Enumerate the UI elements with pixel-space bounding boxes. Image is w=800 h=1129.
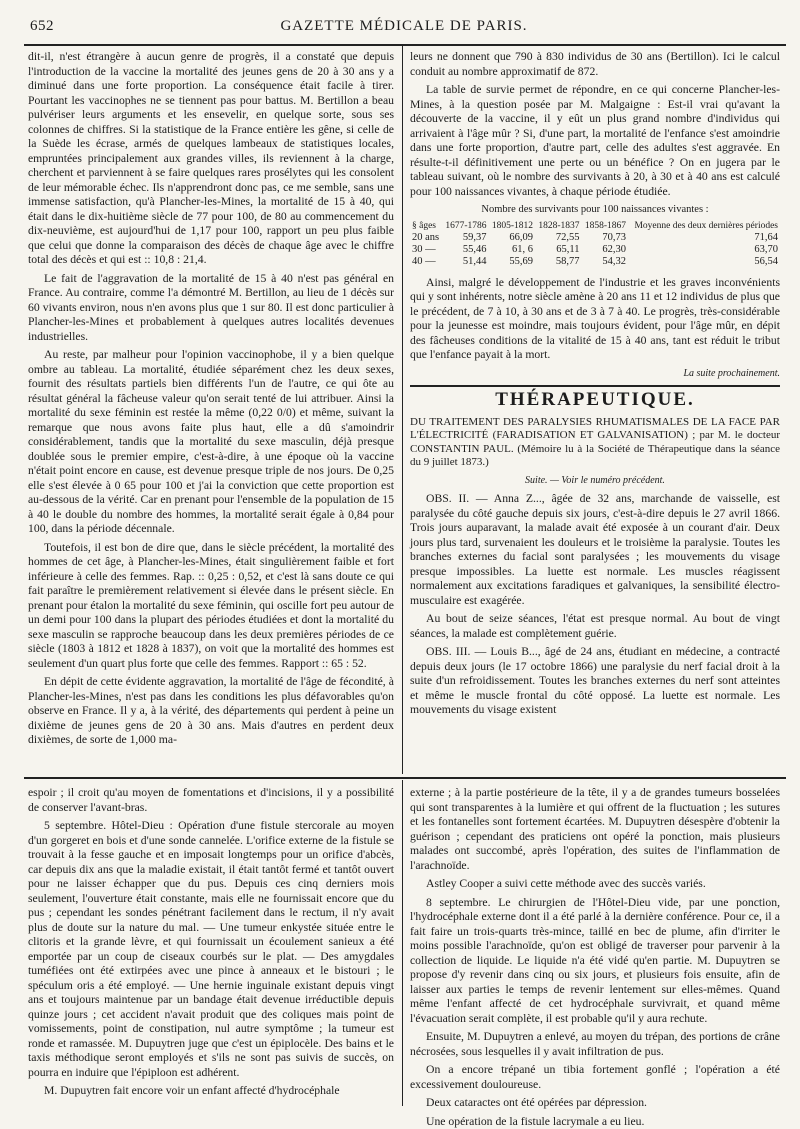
bottom-left-column	[28, 786, 394, 1104]
table-cell: 58,77	[535, 256, 582, 268]
table-cell: 63,70	[628, 244, 780, 256]
bottom-right-column	[410, 786, 780, 1104]
table-header-row	[410, 220, 780, 232]
table-cell: 20 ans	[410, 232, 442, 244]
paragraph: Au reste, par malheur pour l'opinion vaccinophobe, il y a bien quelque ombre au tableau. La mortalité, étudiée séparément chez les deux sexes, fournit des résultats partiels bien différents l'un de l'autre, ce qui ôte au résultat général la fâcheuse valeur qu'on serait tenté de lui attribuer. Ainsi la mortalité du sexe féminin est restée la même (0,22 0/0) et même, suivant la remarque que nous avons faite plus haut, elle a dû s'amoindrir considérablement, tandis que la mortalité du sexe masculin, déjà presque doublée sous le premier empire, c'est-à-dire, à une époque où la vaccine n'était point encore en cause, est devenue presque triple de nos jours. De 0,25 elle s'est élevée à 0 65 pour 100 et j'ai la conviction que cette proportion est au-dessous de la vérité. Car en prenant pour l'ensemble de la population de 15 à 40 le double du nombre des hommes, la mortalité serait égale à 0,84 pour 100, dans la période décennale.	[28, 348, 394, 537]
section-title: THÉRAPEUTIQUE.	[410, 393, 780, 408]
table-cell: 56,54	[628, 256, 780, 268]
article-heading: DU TRAITEMENT DES PARALYSIES RHUMATISMALES DE LA FACE PAR L'ÉLECTRICITÉ (FARADISATION ET GALVANISATION) ; par M. le docteur CONSTANTIN PAUL. (Mémoire lu à la Société de Thérapeutique dans la séance du 9 juillet 1873.)	[410, 416, 780, 470]
table-cell: 55,46	[442, 244, 489, 256]
paragraph: Le fait de l'aggravation de la mortalité de 15 à 40 n'est pas général en France. Au contraire, comme l'a démontré M. Bertillon, au lieu de 1 décès sur 60 vivants environ, nous n'en avons plus que 1 sur 80. Il est donc particulier à Plancher-les-Mines et probablement à quelques autres localités devenues industrielles.	[28, 272, 394, 345]
observation-paragraph: Au bout de seize séances, l'état est presque normal. Au bout de vingt séances, la malade est complètement guérie.	[410, 612, 780, 641]
paragraph: Astley Cooper a suivi cette méthode avec des succès variés.	[410, 877, 780, 892]
table-cell: 61, 6	[489, 244, 536, 256]
table-cell: 72,55	[535, 232, 582, 244]
table-cell: 66,09	[489, 232, 536, 244]
survival-table	[410, 220, 780, 268]
section-rule	[410, 385, 780, 387]
table-header: 1858-1867	[582, 220, 629, 232]
paragraph: espoir ; il croit qu'au moyen de fomentations et d'incisions, il y a possibilité de conserver l'avant-bras.	[28, 786, 394, 815]
table-cell: 65,11	[535, 244, 582, 256]
table-cell: 40 —	[410, 256, 442, 268]
paragraph: 5 septembre. Hôtel-Dieu : Opération d'une fistule stercorale au moyen d'un gorgeret en bois et d'une sonde cannelée. L'orifice externe de la fistule se trouvait à la fesse gauche et en imposait longtemps pour un orifice d'abcès, car depuis dix ans que la maladie existait, il était tantôt fermé et tantôt ouvert pour ne laisser échapper que du pus. Depuis ces cinq derniers mois seulement, l'ouverture était constante, mais elle ne fournissait encore que du pus ; cependant les sondes pénétrant facilement dans le rectum, il n'y avait plus de doute sur la nature du mal. — Une tumeur enkystée située entre le clitoris et la grande lèvre, et qui fournissait un écoulement sanieux a été emportée par un coup de ciseaux courbés sur le plat. — Des amygdales tuméfiées ont été extirpées avec une pince à anneaux et le bistouri ; le spéculum oris a été employé. — Une hernie inguinale existant depuis vingt ans et toujours maintenue par un bandage était devenue irréductible depuis quinze jours ; cet accident n'avait produit que des coliques mais point de vomissements, point de constipation, nul autre symptôme ; la tumeur est ronde et ramassée. M. Dupuytren juge que c'est un épiplocèle. Des bains et le taxis méthodique seront employés et s'ils ne sont pas suivis de succès, on pourra en induire que l'épiploon est adhérent.	[28, 819, 394, 1080]
paragraph: Ainsi, malgré le développement de l'industrie et les graves inconvénients qui y sont inhérents, notre siècle amène à 20 ans 11 et 12 individus de plus que le précédent, de 7 à 10, à 30 ans et de 3 à 7 à 40. Le progrès, très-considérable pour la jeunesse est moindre, mais toujours évident, pour l'âge mûr, en dépit des fâcheuses conditions de la vitalité de 15 à 40 ans, tant est réduit le tribut que l'enfance payait à la mort.	[410, 276, 780, 363]
table-header: 1828-1837	[535, 220, 582, 232]
paragraph: leurs ne donnent que 790 à 830 individus de 30 ans (Bertillon). Ici le calcul conduit au nombre approximatif de 872.	[410, 50, 780, 79]
paragraph: M. Dupuytren fait encore voir un enfant affecté d'hydrocéphale	[28, 1084, 394, 1099]
observation-paragraph: OBS. II. — Anna Z..., âgée de 32 ans, marchande de vaisselle, est paralysée du côté gauche depuis six jours, c'est-à-dire depuis le 27 avril 1866. Trois jours auparavant, la malade avait été exposée à un courant d'air. Deux jours plus tard, survenaient les douleurs et le troisième la paralysie. Toutes les branches externes du facial sont paralysées ; les mouvements du visage presque impossibles. La luette est normale. Les muscles réagissent normalement aux excitations faradiques et galvaniques, la sensibilité électro-musculaire est exagérée.	[410, 492, 780, 608]
paragraph: 8 septembre. Le chirurgien de l'Hôtel-Dieu vide, par une ponction, l'hydrocéphale externe dont il a été parlé à la dernière conférence. Pour ce, il a fait faire un trois-quarts très-mince, taillé en bec de plume, afin d'irriter le moins possible l'arachnoïde, qu'on est obligé de traverser pour parvenir à la collection de liquide. Le liquide n'a été vidé qu'en partie. M. Dupuytren se propose d'y revenir dans cinq ou six jours, et plusieurs fois ensuite, afin de laisser aux parties le temps de revenir lentement sur elles-mêmes. Quand même l'enfant affecté de cet hydrocéphale survivrait, et quand même l'évacuation serait complète, il est probable qu'il y aura rechute.	[410, 896, 780, 1027]
table-cell: 70,73	[582, 232, 629, 244]
table-cell: 62,30	[582, 244, 629, 256]
table-cell: 30 —	[410, 244, 442, 256]
top-left-column	[28, 50, 394, 772]
table-cell: 54,32	[582, 256, 629, 268]
table-cell: 51,44	[442, 256, 489, 268]
continued-note: La suite prochainement.	[410, 367, 780, 382]
table-header: 1677-1786	[442, 220, 489, 232]
paragraph: dit-il, n'est étrangère à aucun genre de progrès, il a constaté que depuis l'introduction de la vaccine la mortalité des jeunes gens de 20 à 30 ans y a diminué dans une forte proportion. La conséquence était facile à tirer. Pourtant les vaccinophes ne se tiennent pas pour battus. M. Bertillon a beau pulvériser leurs arguments et les ensevelir, en quelque sorte, sous ses colonnes de chiffres. Si la statistique de la France entière les gêne, si celle de la Suède les écrase, armés de quelques lambeaux de statistiques locales, empruntées principalement aux grandes villes, ils reviennent à la charge, cherchent et parviennent à se faire quelques rares prosélytes qui les consolent de leur mémorable échec. Ils n'apprendront donc pas, ce me semble, sans une immense satisfaction, qu'à Plancher-les-Mines, la mortalité de 15 à 40, qui était dans le dix-huitième siècle de 77 pour 100, de 80 au commencement du dix-neuvième, est aujourd'hui de 1,17 pour 100, rapport un peu plus faible que celui que donne la comparaison des décès de chaque âge avec le chiffre total des décès et qui est :: 10,8 : 21,4.	[28, 50, 394, 268]
observation-paragraph: OBS. III. — Louis B..., âgé de 24 ans, étudiant en médecine, a contracté depuis deux jours (le 17 octobre 1866) une paralysie du nerf facial droit à la suite d'un refroidissement. Toutes les branches externes du nerf sont atteintes et même le muscle frontal du côté opposé. La luette est normale. Les mouvements du visage existent	[410, 645, 780, 718]
paragraph: On a encore trépané un tibia fortement gonflé ; l'opération a été excessivement douloureuse.	[410, 1063, 780, 1092]
table-row	[410, 232, 780, 244]
paragraph: La table de survie permet de répondre, en ce qui concerne Plancher-les-Mines, à la question posée par M. Malgaigne : Est-il vrai qu'avant la découverte de la vaccine, il y eût un plus grand nombre d'individus qui arrivaient à l'âge mûr ? Si, d'une part, la mortalité de l'enfance s'est amoindrie dans une forte proportion, d'autre part, celle des adultes s'est aggravée. En résulte-t-il définitivement une perte ou un bénéfice ? On en jugera par le tableau suivant, où le nombre des survivants à 20, à 30 et à 40 ans est calculé pour 100 naissances vivantes, à chaque période étudiée.	[410, 83, 780, 199]
paragraph: Deux cataractes ont été opérées par dépression.	[410, 1096, 780, 1111]
paragraph: externe ; à la partie postérieure de la tête, il y a de grandes tumeurs bosselées qui sont transparentes à la lumière et qui offrent de la fluctuation ; les sutures et les fontanelles sont fortement écartées. M. Dupuytren désespère d'obtenir la guérison ; cependant des praticiens ont opéré la ponction, mais plusieurs malades ont succombé, après l'opération, des suites de l'inflammation de l'arachnoïde.	[410, 786, 780, 873]
table-cell: 55,69	[489, 256, 536, 268]
paragraph: Toutefois, il est bon de dire que, dans le siècle précédent, la mortalité des hommes de cet âge, à Plancher-les-Mines, était singulièrement faible et fort inférieure à celle des femmes. Rap. :: 0,25 : 0,52, et c'est là sans doute ce qui fait paraître le premièrement relativement si élevée dans le présent siècle. En prenant pour étalon la mortalité du sexe féminin, qui oscille fort peu autour de un demi pour 100 dans la plupart des périodes étudiées et dont la mortalité du sexe masculin se rapproche beaucoup dans les deux premières périodes de ce siècle (1803 à 1812 et 1828 à 1837), on voit que la mortalité des hommes est seulement d'un quart plus forte que celle des femmes. Rapport :: 65 : 52.	[28, 541, 394, 672]
top-right-column	[410, 50, 780, 772]
table-row	[410, 256, 780, 268]
column-divider	[402, 46, 403, 774]
horizontal-divider	[24, 777, 786, 779]
page-number: 652	[30, 18, 54, 35]
column-divider	[402, 780, 403, 1106]
table-row	[410, 244, 780, 256]
table-header: § âges	[410, 220, 442, 232]
table-header: Moyenne des deux dernières périodes	[628, 220, 780, 232]
paragraph: Ensuite, M. Dupuytren a enlevé, au moyen du trépan, des portions de crâne nécrosées, sous lesquelles il y avait infiltration de pus.	[410, 1030, 780, 1059]
paragraph: Une opération de la fistule lacrymale a eu lieu.	[410, 1115, 780, 1129]
paragraph: En dépit de cette évidente aggravation, la mortalité de l'âge de fécondité, à Plancher-les-Mines, n'est pas dans les conditions les plus défavorables qu'on observe en France. Il y a, à la vérité, des départements qui perdent à peine un dixième de jeunes gens de 20 à 30 ans. Mais d'autres en perdent deux dixièmes, de sorte de 1,000 ma-	[28, 675, 394, 748]
running-title: GAZETTE MÉDICALE DE PARIS.	[24, 18, 784, 35]
suite-note: Suite. — Voir le numéro précédent.	[410, 474, 780, 489]
table-cell: 59,37	[442, 232, 489, 244]
page-header	[24, 18, 784, 42]
table-cell: 71,64	[628, 232, 780, 244]
table-caption: Nombre des survivants pour 100 naissances vivantes :	[410, 203, 780, 218]
header-rule	[24, 44, 786, 46]
table-header: 1805-1812	[489, 220, 536, 232]
